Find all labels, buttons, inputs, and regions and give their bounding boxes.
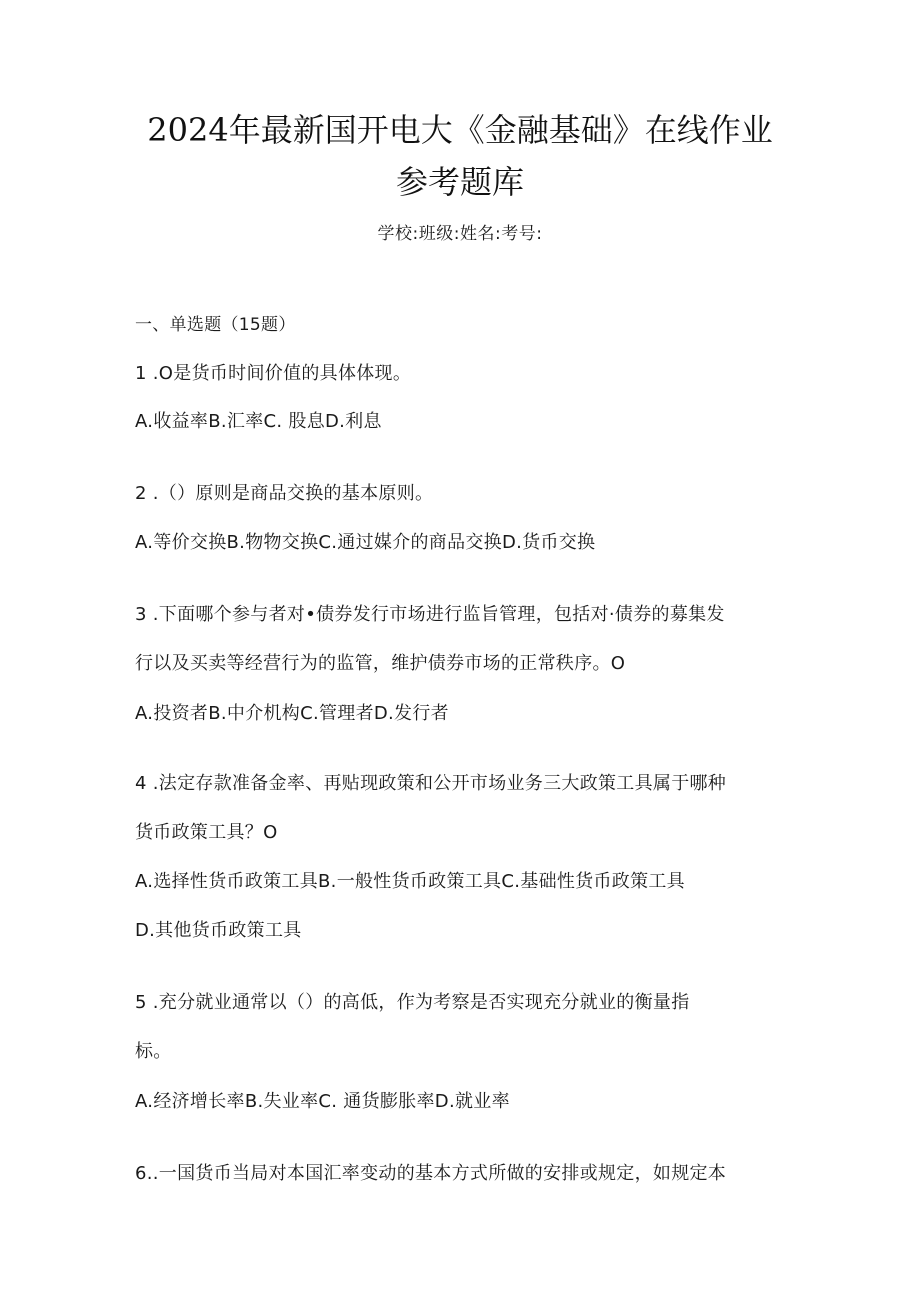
question-options-line: A.等价交换B.物物交换C.通过媒介的商品交换D.货币交换 xyxy=(135,532,596,553)
question-options-line: D.其他货币政策工具 xyxy=(135,920,302,941)
question-stem-line: 1 .O是货币时间价值的具体体现。 xyxy=(135,363,412,384)
document-title-line-2: 参考题库 xyxy=(395,163,524,201)
section-heading: 一、单选题（15题） xyxy=(135,315,296,335)
question-stem-line: 货币政策工具？O xyxy=(135,822,278,843)
student-info-line: 学校:班级:姓名:考号: xyxy=(377,224,543,244)
question-options-line: A.投资者B.中介机构C.管理者D.发行者 xyxy=(135,703,449,724)
question-stem-line: 3 .下面哪个参与者对•债券发行市场进行监旨管理，包括对·债券的募集发 xyxy=(135,604,725,625)
document-title-line-1: 2024年最新国开电大《金融基础》在线作业 xyxy=(147,111,773,149)
question-stem-line: 5 .充分就业通常以（）的高低，作为考察是否实现充分就业的衡量指 xyxy=(135,992,690,1013)
question-stem-line: 2 .（）原则是商品交换的基本原则。 xyxy=(135,483,434,504)
question-stem-line: 4 .法定存款准备金率、再贴现政策和公开市场业务三大政策工具属于哪种 xyxy=(135,773,727,794)
question-options-line: A.选择性货币政策工具B.一般性货币政策工具C.基础性货币政策工具 xyxy=(135,871,685,892)
question-stem-line: 6..一国货币当局对本国汇率变动的基本方式所做的安排或规定，如规定本 xyxy=(135,1163,727,1184)
question-options-line: A.收益率B.汇率C. 股息D.利息 xyxy=(135,411,382,432)
question-options-line: A.经济增长率B.失业率C. 通货膨胀率D.就业率 xyxy=(135,1091,510,1112)
question-stem-line: 行以及买卖等经营行为的监管，维护债券市场的正常秩序。O xyxy=(135,653,626,674)
question-stem-line: 标。 xyxy=(135,1041,172,1062)
